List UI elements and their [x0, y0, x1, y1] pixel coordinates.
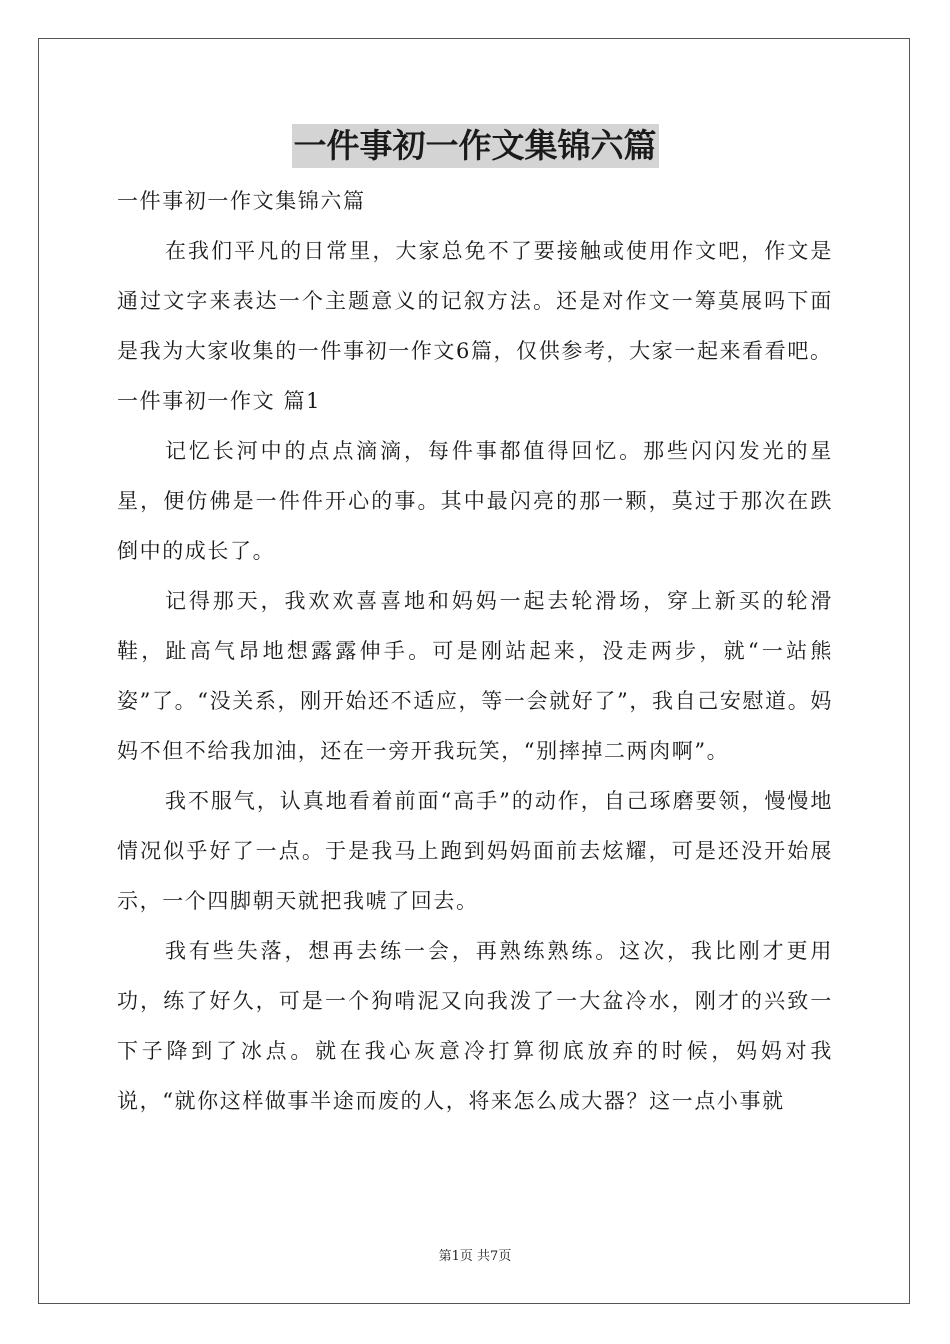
body-paragraph-3: 我不服气，认真地看着前面“高手”的动作，自己琢磨要领，慢慢地情况似乎好了一点。于是我马上跑到妈妈面前去炫耀，可是还没开始展示，一个四脚朝天就把我唬了回去。 [117, 789, 833, 913]
title-area [0, 124, 950, 168]
document-body [117, 176, 833, 1126]
body-paragraph-2: 记得那天，我欢欢喜喜地和妈妈一起去轮滑场，穿上新买的轮滑鞋，趾高气昂地想露露伸手。可是刚站起来，没走两步，就“一站熊姿”了。“没关系，刚开始还不适应，等一会就好了”，我自己安慰道。妈妈不但不给我加油，还在一旁开我玩笑，“别摔掉二两肉啊”。 [117, 589, 833, 763]
page-number: 第1页 共7页 [438, 1249, 512, 1264]
body-paragraph-4: 我有些失落，想再去练一会，再熟练熟练。这次，我比刚才更用功，练了好久，可是一个狗啃泥又向我泼了一大盆冷水，刚才的兴致一下子降到了冰点。就在我心灰意冷打算彻底放弃的时候，妈妈对我说，“就你这样做事半途而废的人，将来怎么成大器？这一点小事就 [117, 939, 833, 1113]
document-subtitle: 一件事初一作文集锦六篇 [117, 189, 366, 213]
section-heading: 一件事初一作文 篇1 [117, 389, 322, 413]
page-footer [0, 1248, 950, 1266]
document-title: 一件事初一作文集锦六篇 [292, 124, 659, 168]
intro-paragraph: 在我们平凡的日常里，大家总免不了要接触或使用作文吧，作文是通过文字来表达一个主题意义的记叙方法。还是对作文一筹莫展吗下面是我为大家收集的一件事初一作文6篇，仅供参考，大家一起来看看吧。 [117, 239, 833, 363]
body-paragraph-1: 记忆长河中的点点滴滴，每件事都值得回忆。那些闪闪发光的星星，便仿佛是一件件开心的事。其中最闪亮的那一颗，莫过于那次在跌倒中的成长了。 [117, 439, 833, 563]
